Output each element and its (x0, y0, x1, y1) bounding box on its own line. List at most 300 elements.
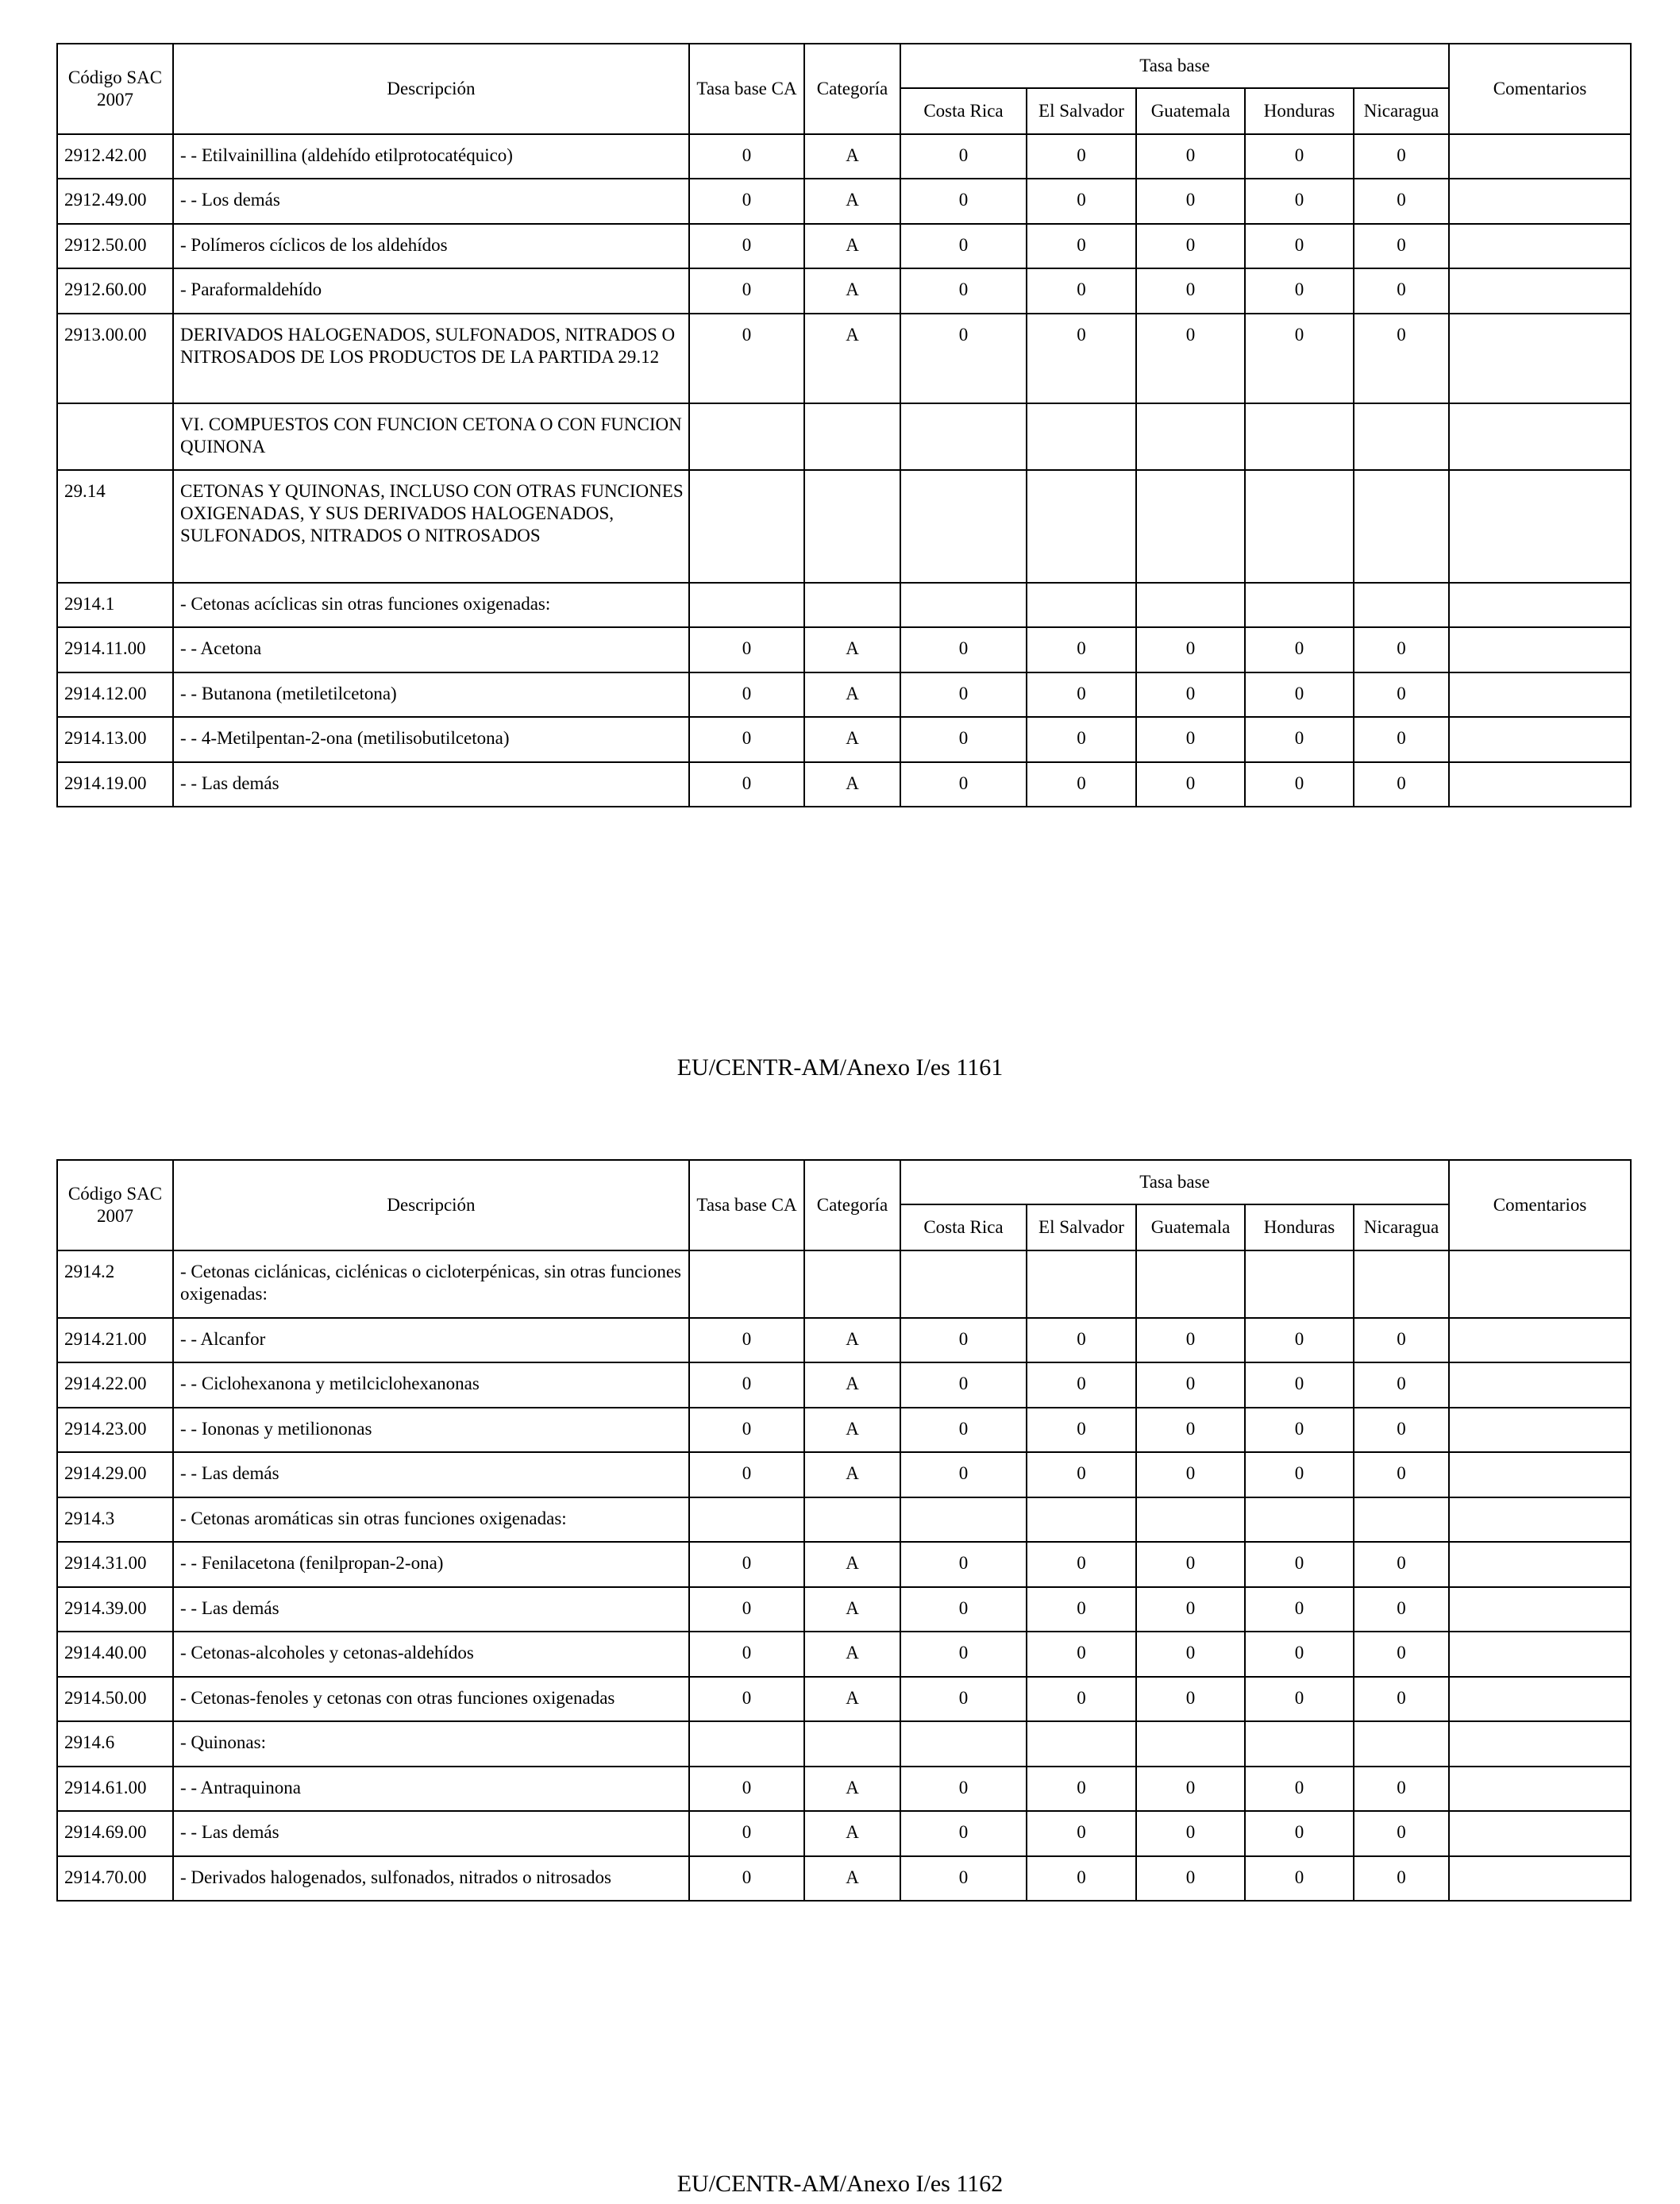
cell-costa-rica: 0 (900, 268, 1027, 314)
table-row (57, 583, 1631, 627)
cell-honduras (1245, 1721, 1354, 1767)
cell-descripcion: - Cetonas aromáticas sin otras funciones oxigenadas: (173, 1497, 689, 1542)
cell-costa-rica: 0 (900, 1632, 1027, 1677)
cell-categoria (804, 583, 900, 627)
cell-honduras (1245, 583, 1354, 627)
cell-honduras: 0 (1245, 717, 1354, 762)
cell-descripcion: CETONAS Y QUINONAS, INCLUSO CON OTRAS FUNCIONES OXIGENADAS, Y SUS DERIVADOS HALOGENADOS, SULFONADOS, NITRADOS O NITROSADOS (173, 470, 689, 583)
cell-tasa-base-ca: 0 (689, 1767, 804, 1811)
cell-guatemala: 0 (1136, 268, 1245, 314)
cell-el-salvador: 0 (1027, 1318, 1136, 1362)
cell-el-salvador: 0 (1027, 1452, 1136, 1497)
cell-honduras: 0 (1245, 1408, 1354, 1452)
cell-el-salvador: 0 (1027, 1587, 1136, 1632)
cell-descripcion: - - Iononas y metiliononas (173, 1408, 689, 1452)
cell-categoria: A (804, 314, 900, 403)
cell-costa-rica: 0 (900, 1811, 1027, 1856)
cell-descripcion: - - Alcanfor (173, 1318, 689, 1362)
cell-el-salvador: 0 (1027, 672, 1136, 717)
cell-tasa-base-ca: 0 (689, 717, 804, 762)
header-tasa-base: Tasa base (900, 1160, 1449, 1204)
cell-nicaragua: 0 (1354, 1587, 1449, 1632)
cell-comentarios (1449, 583, 1631, 627)
cell-honduras: 0 (1245, 268, 1354, 314)
cell-tasa-base-ca: 0 (689, 268, 804, 314)
cell-comentarios (1449, 179, 1631, 224)
cell-nicaragua: 0 (1354, 1452, 1449, 1497)
page-footer-1162: EU/CENTR-AM/Anexo I/es 1162 (676, 2171, 1004, 2197)
cell-comentarios (1449, 1767, 1631, 1811)
cell-codigo: 2914.40.00 (57, 1632, 173, 1677)
header-tasa-base: Tasa base (900, 44, 1449, 88)
cell-costa-rica (900, 403, 1027, 470)
cell-honduras: 0 (1245, 672, 1354, 717)
cell-descripcion: - Cetonas acíclicas sin otras funciones oxigenadas: (173, 583, 689, 627)
header-comentarios: Comentarios (1449, 1160, 1631, 1250)
cell-comentarios (1449, 1408, 1631, 1452)
cell-tasa-base-ca (689, 470, 804, 583)
cell-nicaragua: 0 (1354, 1632, 1449, 1677)
cell-costa-rica: 0 (900, 224, 1027, 268)
cell-el-salvador: 0 (1027, 1408, 1136, 1452)
table-body (57, 134, 1631, 807)
cell-honduras: 0 (1245, 1318, 1354, 1362)
cell-costa-rica: 0 (900, 314, 1027, 403)
cell-el-salvador: 0 (1027, 1362, 1136, 1408)
cell-guatemala: 0 (1136, 1408, 1245, 1452)
cell-categoria: A (804, 1856, 900, 1901)
table-row (57, 762, 1631, 807)
cell-guatemala: 0 (1136, 1632, 1245, 1677)
cell-tasa-base-ca (689, 1721, 804, 1767)
cell-descripcion: - - 4-Metilpentan-2-ona (metilisobutilcetona) (173, 717, 689, 762)
table-row (57, 1677, 1631, 1721)
cell-guatemala: 0 (1136, 672, 1245, 717)
cell-codigo (57, 403, 173, 470)
cell-tasa-base-ca: 0 (689, 1408, 804, 1452)
cell-codigo: 2913.00.00 (57, 314, 173, 403)
cell-el-salvador (1027, 583, 1136, 627)
table-body (57, 1250, 1631, 1901)
table-row (57, 1318, 1631, 1362)
header-guatemala: Guatemala (1136, 88, 1245, 134)
cell-tasa-base-ca: 0 (689, 1318, 804, 1362)
cell-tasa-base-ca: 0 (689, 1362, 804, 1408)
cell-honduras: 0 (1245, 134, 1354, 179)
cell-guatemala: 0 (1136, 717, 1245, 762)
table-row (57, 1250, 1631, 1318)
cell-honduras: 0 (1245, 224, 1354, 268)
cell-costa-rica (900, 1250, 1027, 1318)
cell-comentarios (1449, 627, 1631, 672)
cell-nicaragua: 0 (1354, 1856, 1449, 1901)
cell-el-salvador: 0 (1027, 179, 1136, 224)
cell-descripcion: - - Las demás (173, 1811, 689, 1856)
cell-descripcion: - - Fenilacetona (fenilpropan-2-ona) (173, 1542, 689, 1587)
table-row (57, 1362, 1631, 1408)
cell-costa-rica: 0 (900, 1542, 1027, 1587)
cell-categoria: A (804, 1318, 900, 1362)
cell-descripcion: - Cetonas ciclánicas, ciclénicas o cicloterpénicas, sin otras funciones oxigenadas: (173, 1250, 689, 1318)
cell-descripcion: DERIVADOS HALOGENADOS, SULFONADOS, NITRADOS O NITROSADOS DE LOS PRODUCTOS DE LA PARTIDA 29.12 (173, 314, 689, 403)
cell-nicaragua: 0 (1354, 1767, 1449, 1811)
cell-tasa-base-ca: 0 (689, 1632, 804, 1677)
cell-descripcion: - - Las demás (173, 1587, 689, 1632)
cell-el-salvador: 0 (1027, 762, 1136, 807)
header-codigo: Código SAC 2007 (57, 44, 173, 134)
cell-categoria: A (804, 1542, 900, 1587)
cell-costa-rica (900, 1721, 1027, 1767)
cell-guatemala: 0 (1136, 1452, 1245, 1497)
header-costa-rica: Costa Rica (900, 1204, 1027, 1250)
cell-comentarios (1449, 1497, 1631, 1542)
tariff-table (56, 43, 1632, 807)
cell-guatemala: 0 (1136, 627, 1245, 672)
cell-el-salvador: 0 (1027, 1542, 1136, 1587)
cell-categoria: A (804, 268, 900, 314)
header-descripcion: Descripción (173, 44, 689, 134)
cell-categoria: A (804, 1452, 900, 1497)
cell-tasa-base-ca: 0 (689, 179, 804, 224)
cell-nicaragua (1354, 583, 1449, 627)
table-row (57, 134, 1631, 179)
cell-nicaragua: 0 (1354, 268, 1449, 314)
table-row (57, 672, 1631, 717)
table-row (57, 1632, 1631, 1677)
cell-nicaragua: 0 (1354, 1811, 1449, 1856)
cell-nicaragua: 0 (1354, 717, 1449, 762)
cell-categoria: A (804, 762, 900, 807)
cell-tasa-base-ca: 0 (689, 1452, 804, 1497)
header-el-salvador: El Salvador (1027, 88, 1136, 134)
cell-honduras: 0 (1245, 1811, 1354, 1856)
cell-costa-rica: 0 (900, 1587, 1027, 1632)
cell-categoria: A (804, 1408, 900, 1452)
cell-categoria: A (804, 1587, 900, 1632)
cell-categoria: A (804, 134, 900, 179)
cell-codigo: 29.14 (57, 470, 173, 583)
page-footer-1161: EU/CENTR-AM/Anexo I/es 1161 (676, 1054, 1004, 1081)
cell-el-salvador: 0 (1027, 314, 1136, 403)
cell-descripcion: - - Antraquinona (173, 1767, 689, 1811)
header-nicaragua: Nicaragua (1354, 88, 1449, 134)
cell-nicaragua: 0 (1354, 179, 1449, 224)
cell-guatemala (1136, 1250, 1245, 1318)
cell-el-salvador: 0 (1027, 1632, 1136, 1677)
cell-el-salvador (1027, 470, 1136, 583)
cell-comentarios (1449, 672, 1631, 717)
header-codigo: Código SAC 2007 (57, 1160, 173, 1250)
cell-nicaragua: 0 (1354, 1318, 1449, 1362)
cell-honduras: 0 (1245, 1767, 1354, 1811)
cell-guatemala (1136, 470, 1245, 583)
cell-honduras: 0 (1245, 762, 1354, 807)
cell-comentarios (1449, 1542, 1631, 1587)
cell-el-salvador: 0 (1027, 1767, 1136, 1811)
cell-comentarios (1449, 1362, 1631, 1408)
cell-comentarios (1449, 1856, 1631, 1901)
cell-descripcion: - - Etilvainillina (aldehído etilprotocatéquico) (173, 134, 689, 179)
cell-honduras (1245, 403, 1354, 470)
cell-costa-rica: 0 (900, 1677, 1027, 1721)
cell-descripcion: - Cetonas-alcoholes y cetonas-aldehídos (173, 1632, 689, 1677)
table-row (57, 268, 1631, 314)
cell-descripcion: - - Ciclohexanona y metilciclohexanonas (173, 1362, 689, 1408)
cell-guatemala: 0 (1136, 179, 1245, 224)
cell-categoria (804, 1250, 900, 1318)
header-categoria: Categoría (804, 1160, 900, 1250)
cell-descripcion: - Derivados halogenados, sulfonados, nitrados o nitrosados (173, 1856, 689, 1901)
cell-descripcion: - - Acetona (173, 627, 689, 672)
cell-costa-rica: 0 (900, 134, 1027, 179)
cell-costa-rica: 0 (900, 762, 1027, 807)
header-descripcion: Descripción (173, 1160, 689, 1250)
cell-codigo: 2914.19.00 (57, 762, 173, 807)
cell-tasa-base-ca (689, 1497, 804, 1542)
cell-codigo: 2914.23.00 (57, 1408, 173, 1452)
cell-el-salvador (1027, 1721, 1136, 1767)
cell-tasa-base-ca: 0 (689, 1587, 804, 1632)
cell-tasa-base-ca (689, 1250, 804, 1318)
cell-guatemala: 0 (1136, 224, 1245, 268)
cell-el-salvador (1027, 403, 1136, 470)
cell-codigo: 2914.2 (57, 1250, 173, 1318)
header-tasa-base-ca: Tasa base CA (689, 1160, 804, 1250)
cell-costa-rica: 0 (900, 1856, 1027, 1901)
table-row (57, 1767, 1631, 1811)
cell-honduras (1245, 1497, 1354, 1542)
cell-comentarios (1449, 1318, 1631, 1362)
table-row (57, 717, 1631, 762)
cell-descripcion: - - Los demás (173, 179, 689, 224)
table-row (57, 179, 1631, 224)
cell-categoria (804, 1497, 900, 1542)
cell-guatemala: 0 (1136, 1677, 1245, 1721)
cell-tasa-base-ca: 0 (689, 134, 804, 179)
table-row (57, 1721, 1631, 1767)
tariff-table-page-1161 (56, 43, 1630, 807)
cell-comentarios (1449, 717, 1631, 762)
cell-codigo: 2914.11.00 (57, 627, 173, 672)
cell-honduras: 0 (1245, 1542, 1354, 1587)
cell-comentarios (1449, 1632, 1631, 1677)
header-guatemala: Guatemala (1136, 1204, 1245, 1250)
cell-comentarios (1449, 1250, 1631, 1318)
cell-costa-rica: 0 (900, 672, 1027, 717)
cell-costa-rica (900, 1497, 1027, 1542)
cell-comentarios (1449, 314, 1631, 403)
cell-costa-rica (900, 583, 1027, 627)
cell-honduras (1245, 1250, 1354, 1318)
cell-nicaragua (1354, 470, 1449, 583)
header-categoria: Categoría (804, 44, 900, 134)
table-row (57, 1856, 1631, 1901)
cell-descripcion: - Paraformaldehído (173, 268, 689, 314)
cell-costa-rica: 0 (900, 179, 1027, 224)
cell-tasa-base-ca (689, 583, 804, 627)
cell-honduras: 0 (1245, 1362, 1354, 1408)
table-row (57, 1587, 1631, 1632)
cell-codigo: 2914.6 (57, 1721, 173, 1767)
cell-guatemala: 0 (1136, 1811, 1245, 1856)
table-row (57, 1408, 1631, 1452)
header-comentarios: Comentarios (1449, 44, 1631, 134)
cell-honduras: 0 (1245, 1452, 1354, 1497)
cell-codigo: 2912.49.00 (57, 179, 173, 224)
cell-guatemala: 0 (1136, 134, 1245, 179)
cell-comentarios (1449, 403, 1631, 470)
cell-guatemala: 0 (1136, 314, 1245, 403)
table-row (57, 314, 1631, 403)
cell-codigo: 2914.70.00 (57, 1856, 173, 1901)
cell-descripcion: VI. COMPUESTOS CON FUNCION CETONA O CON FUNCION QUINONA (173, 403, 689, 470)
cell-guatemala: 0 (1136, 1318, 1245, 1362)
cell-comentarios (1449, 470, 1631, 583)
cell-guatemala: 0 (1136, 1587, 1245, 1632)
cell-comentarios (1449, 1721, 1631, 1767)
cell-categoria: A (804, 717, 900, 762)
table-row (57, 224, 1631, 268)
cell-categoria: A (804, 224, 900, 268)
cell-tasa-base-ca: 0 (689, 1542, 804, 1587)
cell-costa-rica: 0 (900, 1767, 1027, 1811)
cell-nicaragua (1354, 1721, 1449, 1767)
cell-nicaragua: 0 (1354, 224, 1449, 268)
cell-categoria: A (804, 179, 900, 224)
header-el-salvador: El Salvador (1027, 1204, 1136, 1250)
table-row (57, 1542, 1631, 1587)
table-row (57, 1452, 1631, 1497)
cell-el-salvador: 0 (1027, 1856, 1136, 1901)
cell-costa-rica: 0 (900, 1318, 1027, 1362)
cell-el-salvador: 0 (1027, 224, 1136, 268)
cell-costa-rica: 0 (900, 1408, 1027, 1452)
cell-honduras: 0 (1245, 314, 1354, 403)
table-row (57, 403, 1631, 470)
table-row (57, 470, 1631, 583)
cell-guatemala: 0 (1136, 1542, 1245, 1587)
cell-nicaragua: 0 (1354, 762, 1449, 807)
cell-descripcion: - Quinonas: (173, 1721, 689, 1767)
cell-costa-rica: 0 (900, 717, 1027, 762)
cell-categoria: A (804, 1677, 900, 1721)
cell-tasa-base-ca: 0 (689, 224, 804, 268)
cell-codigo: 2914.39.00 (57, 1587, 173, 1632)
cell-categoria: A (804, 1811, 900, 1856)
cell-nicaragua: 0 (1354, 1408, 1449, 1452)
cell-el-salvador: 0 (1027, 717, 1136, 762)
cell-descripcion: - - Butanona (metiletilcetona) (173, 672, 689, 717)
cell-honduras: 0 (1245, 1632, 1354, 1677)
cell-categoria (804, 1721, 900, 1767)
cell-nicaragua (1354, 1250, 1449, 1318)
cell-honduras: 0 (1245, 1677, 1354, 1721)
cell-categoria: A (804, 1632, 900, 1677)
cell-codigo: 2914.12.00 (57, 672, 173, 717)
table-row (57, 1811, 1631, 1856)
header-costa-rica: Costa Rica (900, 88, 1027, 134)
table-row (57, 1497, 1631, 1542)
cell-codigo: 2914.31.00 (57, 1542, 173, 1587)
cell-nicaragua: 0 (1354, 1362, 1449, 1408)
cell-guatemala (1136, 1721, 1245, 1767)
cell-categoria (804, 403, 900, 470)
header-honduras: Honduras (1245, 88, 1354, 134)
tariff-table-page-1162 (56, 1159, 1630, 1902)
cell-nicaragua (1354, 403, 1449, 470)
cell-el-salvador (1027, 1250, 1136, 1318)
cell-guatemala (1136, 403, 1245, 470)
table-row (57, 627, 1631, 672)
cell-honduras: 0 (1245, 1587, 1354, 1632)
cell-descripcion: - - Las demás (173, 762, 689, 807)
cell-nicaragua (1354, 1497, 1449, 1542)
cell-comentarios (1449, 1587, 1631, 1632)
cell-codigo: 2912.60.00 (57, 268, 173, 314)
cell-codigo: 2914.29.00 (57, 1452, 173, 1497)
cell-categoria (804, 470, 900, 583)
cell-costa-rica: 0 (900, 627, 1027, 672)
cell-categoria: A (804, 672, 900, 717)
cell-categoria: A (804, 627, 900, 672)
cell-descripcion: - Polímeros cíclicos de los aldehídos (173, 224, 689, 268)
cell-guatemala: 0 (1136, 1362, 1245, 1408)
cell-tasa-base-ca: 0 (689, 762, 804, 807)
cell-comentarios (1449, 268, 1631, 314)
cell-honduras (1245, 470, 1354, 583)
cell-guatemala: 0 (1136, 762, 1245, 807)
cell-tasa-base-ca: 0 (689, 1811, 804, 1856)
cell-nicaragua: 0 (1354, 1542, 1449, 1587)
cell-tasa-base-ca: 0 (689, 1677, 804, 1721)
cell-codigo: 2914.3 (57, 1497, 173, 1542)
cell-honduras: 0 (1245, 179, 1354, 224)
cell-comentarios (1449, 1811, 1631, 1856)
cell-descripcion: - Cetonas-fenoles y cetonas con otras funciones oxigenadas (173, 1677, 689, 1721)
cell-comentarios (1449, 1452, 1631, 1497)
cell-el-salvador: 0 (1027, 1811, 1136, 1856)
cell-tasa-base-ca: 0 (689, 672, 804, 717)
cell-honduras: 0 (1245, 1856, 1354, 1901)
cell-el-salvador: 0 (1027, 268, 1136, 314)
cell-codigo: 2912.50.00 (57, 224, 173, 268)
header-nicaragua: Nicaragua (1354, 1204, 1449, 1250)
cell-guatemala (1136, 583, 1245, 627)
cell-nicaragua: 0 (1354, 672, 1449, 717)
cell-comentarios (1449, 1677, 1631, 1721)
cell-el-salvador: 0 (1027, 134, 1136, 179)
cell-el-salvador: 0 (1027, 1677, 1136, 1721)
cell-nicaragua: 0 (1354, 314, 1449, 403)
cell-nicaragua: 0 (1354, 627, 1449, 672)
cell-honduras: 0 (1245, 627, 1354, 672)
cell-tasa-base-ca: 0 (689, 1856, 804, 1901)
cell-descripcion: - - Las demás (173, 1452, 689, 1497)
cell-categoria: A (804, 1767, 900, 1811)
cell-codigo: 2914.69.00 (57, 1811, 173, 1856)
cell-guatemala: 0 (1136, 1856, 1245, 1901)
cell-codigo: 2914.61.00 (57, 1767, 173, 1811)
cell-guatemala (1136, 1497, 1245, 1542)
cell-categoria: A (804, 1362, 900, 1408)
cell-comentarios (1449, 134, 1631, 179)
cell-el-salvador (1027, 1497, 1136, 1542)
cell-costa-rica: 0 (900, 1452, 1027, 1497)
cell-codigo: 2912.42.00 (57, 134, 173, 179)
cell-codigo: 2914.50.00 (57, 1677, 173, 1721)
cell-tasa-base-ca (689, 403, 804, 470)
cell-guatemala: 0 (1136, 1767, 1245, 1811)
